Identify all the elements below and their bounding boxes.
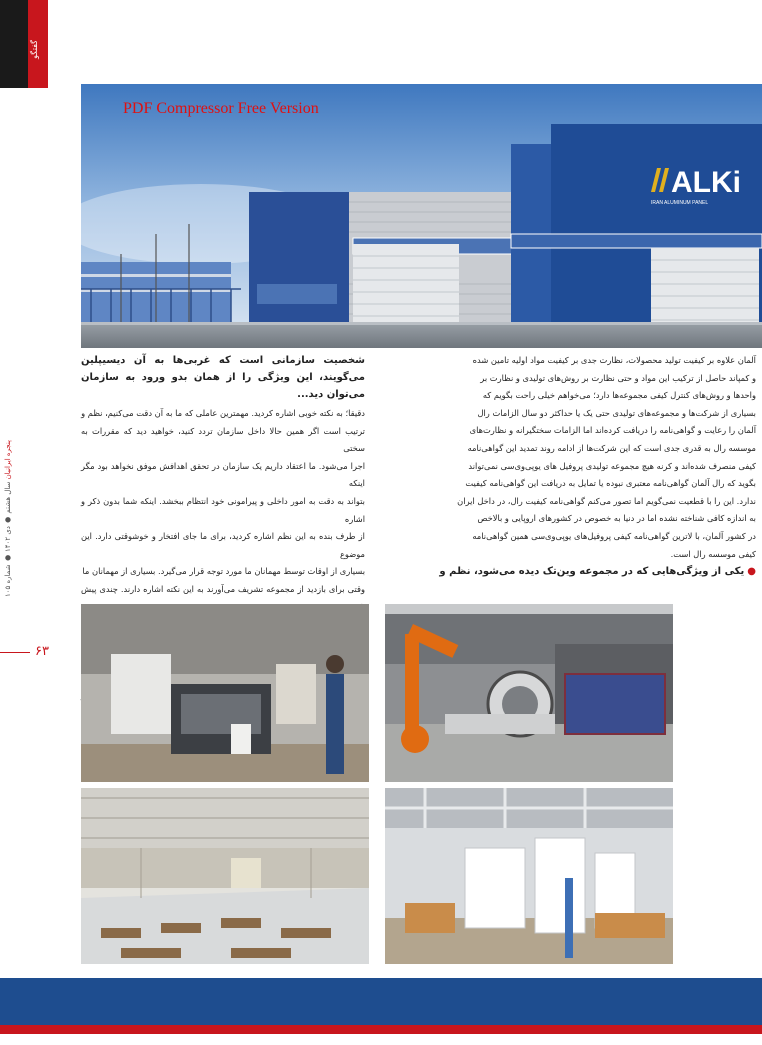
footer-band xyxy=(0,978,762,1025)
right-line: آلمان را رعایت و گواهی‌نامه را دریافت کرده‌اند اما الزامات سختگیرانه و نظارت‌های xyxy=(469,425,756,436)
magazine-name: پنجره ایرانیان xyxy=(4,440,12,480)
left-line: اجرا می‌شود. ما اعتقاد داریم یک سازمان در تحقق اهدافش موفق نخواهد بود مگر اینکه xyxy=(81,460,365,489)
page-number: ۶۳ xyxy=(35,644,49,659)
right-line: کیفی موسسه رال است. xyxy=(670,548,756,559)
section-tab xyxy=(28,0,48,88)
left-line: بتواند به دقت به امور داخلی و پیرامونی خود انتظام ببخشد. اینکه شما بدون ذکر و اشاره xyxy=(81,495,365,524)
section-tab-label: گفتگو xyxy=(30,40,39,59)
alki-logo: ALKi xyxy=(671,166,741,199)
right-line: بگوید که رال آلمان گواهی‌نامه معتبری نبوده یا تمایل به دریافت این گواهی‌نامه کیفیت xyxy=(465,478,756,489)
left-line: وقتی برای بازدید از مجموعه تشریف می‌آورند به این نکته اشاره دارند. چندی پیش xyxy=(81,583,365,594)
right-text-column xyxy=(382,352,756,580)
photo-production-line xyxy=(385,788,673,964)
right-line: بسیاری از شرکت‌ها و مجموعه‌های تولیدی حتی یک یا حداکثر دو سال الزامات رال xyxy=(477,407,756,418)
photo-factory-hall xyxy=(81,788,369,964)
alki-logo-sub: IRAN ALUMINUM PANEL xyxy=(651,200,709,206)
interview-question xyxy=(382,563,756,580)
factory-building-illustration xyxy=(81,84,762,348)
issue-info: سال هشتم ● دی ۱۴۰۲ ● شماره ۱۰۵ xyxy=(4,481,12,598)
photo-robot-arm xyxy=(385,604,673,782)
magazine-side-meta xyxy=(4,440,12,597)
bullet-icon: ● xyxy=(747,566,756,578)
hero-factory-photo xyxy=(81,84,762,348)
right-line: موسسه رال به قدری جدی است که این شرکت‌ها از ادامه روند تمدید این گواهی‌نامه xyxy=(467,442,756,453)
right-line: به اندازه کافی شناخته نشده اما در دنیا به خصوص در کشورهای اروپایی و بالاخص xyxy=(477,513,756,524)
left-line: بسیاری از اوقات توسط مهمانان ما مورد توجه قرار می‌گیرد. بسیاری از مهمانان ما xyxy=(82,566,365,577)
footer-accent-line xyxy=(0,1025,762,1034)
question-continuation: شخصیت سازمانی است که غربی‌ها به آن دیسیپلین می‌گویند، این ویژگی را از همان بدو ورود به سازمان می‌توان دید... xyxy=(81,355,365,400)
right-line: و کمپاند حاصل از ترکیب این مواد و حتی نظارت بر روش‌های تولیدی و نظارت بر xyxy=(480,372,756,383)
left-line: ترتیب است اگر همین حالا داخل سازمان تردد کنید، خواهید دید که مقررات به سختی xyxy=(81,425,365,454)
pdf-watermark: PDF Compressor Free Version xyxy=(123,100,319,117)
left-line: دقیقا؛ به نکته خوبی اشاره کردید. مهمترین عاملی که ما به آن دقت می‌کنیم، نظم و xyxy=(81,408,365,418)
left-line: از طرف بنده به این نظم اشاره کردید، برای ما جای افتخار و خوشوقتی دارد. این موضوع xyxy=(81,531,365,559)
question-text: یکی از ویژگی‌هایی که در مجموعه وین‌تک دیده می‌شود، نظم و xyxy=(439,566,745,578)
right-line: کیفی منصرف شده‌اند و کرنه هیچ مجموعه تولیدی پروفیل های یوپی‌وی‌سی نمی‌تواند xyxy=(468,460,756,471)
photo-wrapping-machine xyxy=(81,604,369,782)
right-line: واحدها و روش‌های کنترل کیفی مجموعه‌ها دارد؛ می‌خواهم خیلی راحت بگویم که xyxy=(482,390,756,401)
page-number-rule xyxy=(0,652,30,653)
right-line: ندارد. این را با قطعیت نمی‌گویم اما تصور می‌کنم گواهی‌نامه کیفیت رال، در داخل ایران xyxy=(457,495,756,506)
margin-black-strip xyxy=(0,0,28,88)
right-line: آلمان علاوه بر کیفیت تولید محصولات، نظارت جدی بر کیفیت مواد اولیه تامین شده xyxy=(472,355,756,365)
right-line: در کشور آلمان، با لاترین گواهی‌نامه کیفی پروفیل‌های یوپی‌وی‌سی همین گواهی‌نامه xyxy=(472,530,756,541)
